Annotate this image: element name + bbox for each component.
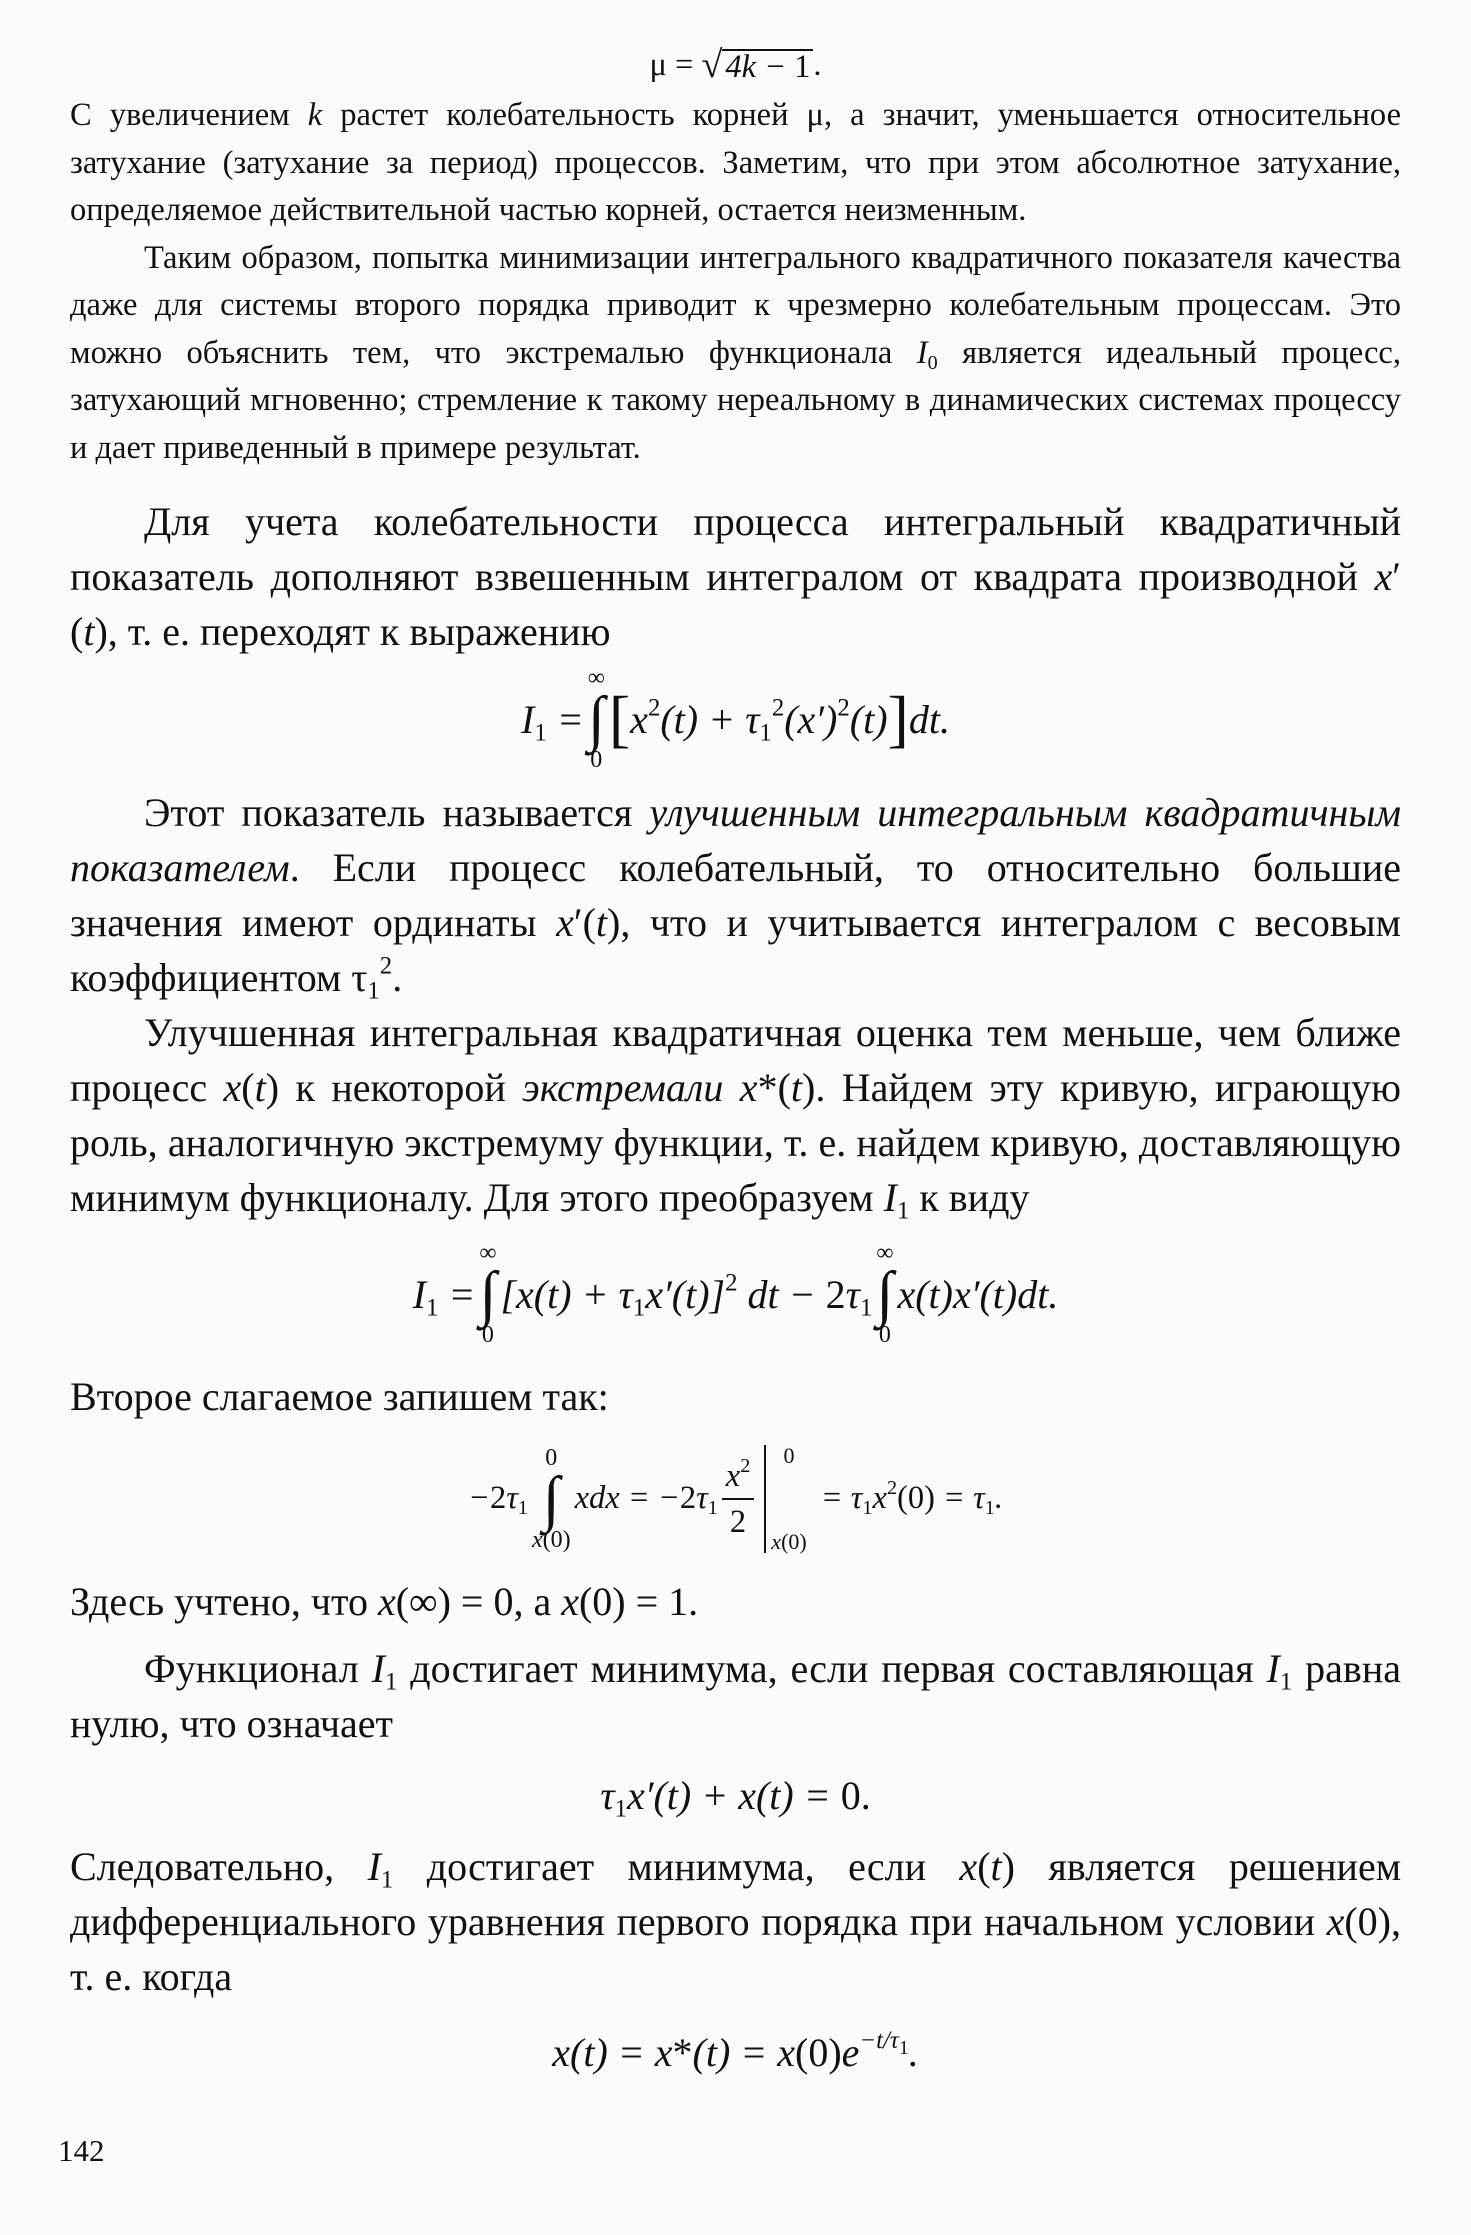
equation-i1-definition: $I_1$ = ∞ ∫ 0 [ $x^2(t) + \tau_1^2(x')^2(t)$ ] dt. [521,665,950,773]
paragraph-3: Для учета колебательности процесса интегральный квадратичный показатель дополняют взвешенным интегралом от квадрата производной x′(t), т. е. переходят к выражению [70,499,1401,654]
paragraph-2: Таким образом, попытка минимизации интегрального квадратичного показателя качества даже для системы второго порядка приводит к чрезмерно колебательным процессам. Это можно объяснить тем, что экстремалью функционала $I_0$ является идеальный процесс, затухающий мгновенно; стремление к такому нереальному в динамических системах процессу и дает приведенный в примере результат. [70,239,1401,466]
equation-mu: μ = √ 4k − 1 . [649,44,822,87]
paragraph-4: Этот показатель называется улучшенным интегральным квадратичным показателем. Если процесс колебательный, то относительно большие значения имеют ординаты x′(t), что и учитывается интегралом с весовым коэффициентом $\tau_1^2$. [70,790,1401,1005]
equation-i1-transformed: $I_1$ = ∞ ∫ 0 $[x(t) + \tau_1x'(t)]^2$ dt − $2\tau_1$ ∞ ∫ 0 x(t)x′(t)dt. [412,1240,1059,1348]
paragraph-5: Улучшенная интегральная квадратичная оценка тем меньше, чем ближе процесс x(t) к некоторой экстремали x*(t). Найдем эту кривую, играющую роль, аналогичную экстремуму функции, т. е. найдем кривую, доставляющую минимум функционалу. Для этого преобразуем $I_1$ к виду [70,1010,1402,1225]
paragraph-9: Следовательно, $I_1$ достигает минимума, если x(t) является решением дифференциального уравнения первого порядка при начальном условии x(0), т. е. когда [70,1844,1402,1999]
paragraph-6: Второе слагаемое запишем так: [70,1374,609,1419]
equation-solution: $x(t) = x*(t) = x(0)e^{-t/\tau_1}$. [552,2027,919,2075]
paragraph-1: С увеличением k растет колебательность корней μ, а значит, уменьшается относительное затухание (затухание за период) процессов. Заметим, что при этом абсолютное затухание, определяемое действительной частью корней, остается неизменным. [70,97,1401,228]
equation-ode: $\tau_1x'(t) + x(t) = 0$. [600,1772,871,1822]
equation-second-term: $-2\tau_1$ 0 ∫ x(0) xdx = $-2\tau_1$ $\frac{x^2}{2}$ 0 x(0) = $\tau_1x^2(0) = \tau_1$. [468,1443,1003,1554]
page-number: 142 [58,2133,105,2168]
paragraph-7: Здесь учтено, что x(∞) = 0, а x(0) = 1. [70,1579,699,1624]
paragraph-8: Функционал $I_1$ достигает минимума, если первая составляющая $I_1$ равна нулю, что означает [70,1646,1401,1746]
